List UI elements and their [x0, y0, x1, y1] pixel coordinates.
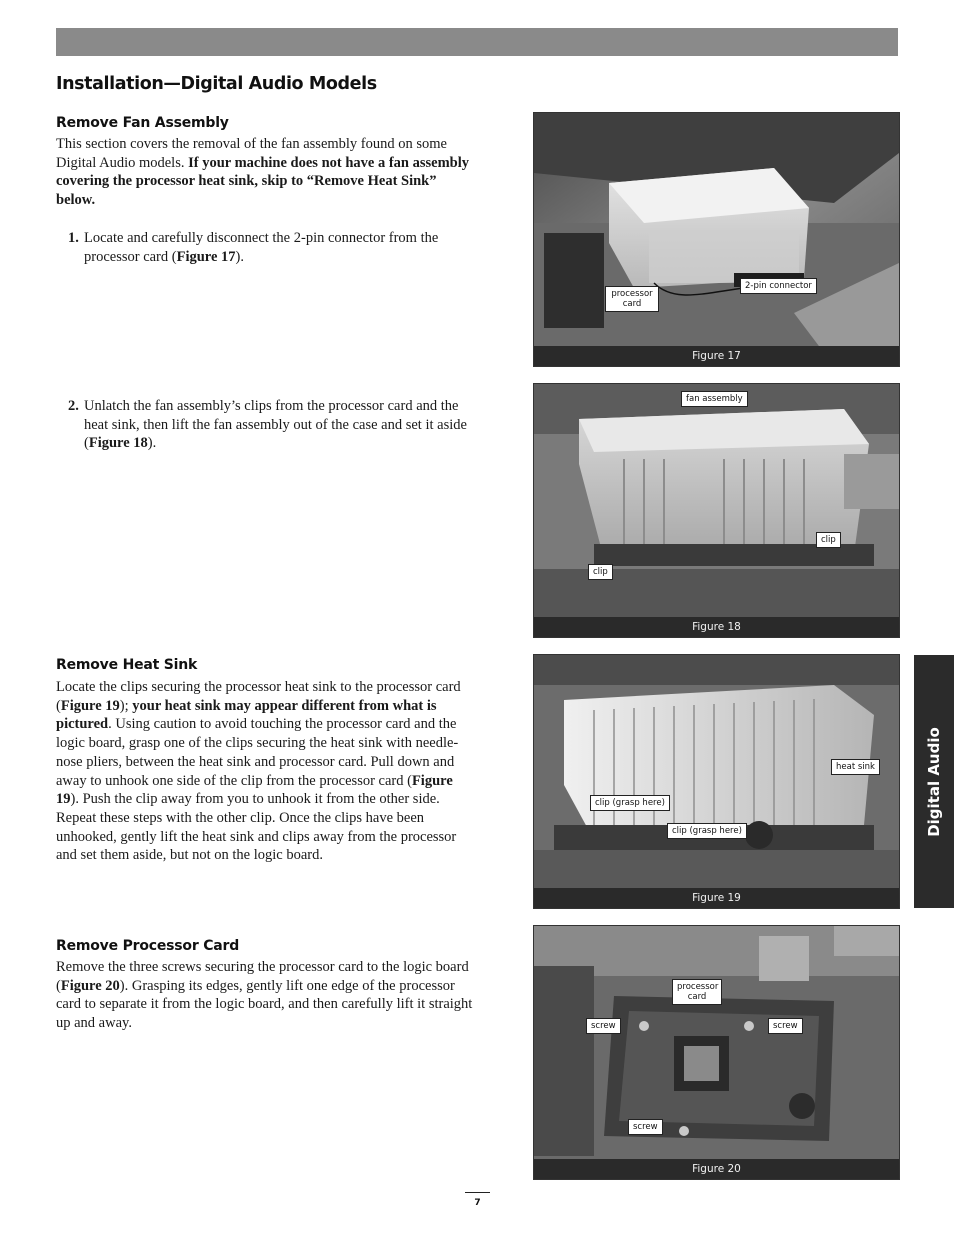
figure-17 [533, 112, 900, 367]
section-heading-heatsink: Remove Heat Sink [56, 657, 198, 673]
figure-caption: Figure 18 [534, 617, 899, 637]
side-tab-label: Digital Audio [925, 726, 943, 837]
label-clip-left: clip [588, 564, 613, 580]
label-heat-sink: heat sink [831, 759, 880, 775]
fan-step-2 [68, 397, 478, 453]
figure-18-photo [534, 384, 899, 637]
figure-17-photo [534, 113, 899, 366]
label-screw-left: screw [586, 1018, 621, 1034]
figure-20-photo [534, 926, 899, 1179]
label-clip-1: clip (grasp here) [590, 795, 670, 811]
label-processor-card: processor card [605, 286, 659, 312]
step-text: Locate and carefully disconnect the 2-pin connector from the processor card (Figure 17). [84, 230, 439, 265]
label-screw-right: screw [768, 1018, 803, 1034]
label-screw-bottom: screw [628, 1119, 663, 1135]
label-processor-card: processor card [672, 979, 722, 1005]
figure-18 [533, 383, 900, 638]
side-tab [914, 655, 954, 908]
label-clip-2: clip (grasp here) [667, 823, 747, 839]
figure-20 [533, 925, 900, 1180]
page-number: 7 [474, 1198, 481, 1208]
label-2-pin-connector: 2-pin connector [740, 278, 817, 294]
fan-intro-plain: This section covers the removal of the fan assembly found on some Digital Audio models. [56, 136, 447, 171]
label-fan-assembly: fan assembly [681, 391, 748, 407]
figure-19 [533, 654, 900, 909]
section-heading-card: Remove Processor Card [56, 938, 240, 954]
fan-intro [56, 135, 474, 210]
figure-19-photo [534, 655, 899, 908]
header-bar [56, 28, 898, 56]
card-body: Remove the three screws securing the processor card to the logic board (Figure 20). Grasping its edges, gently lift one edge of the processor card to separate it from the logic board, and then carefully lift it straight up and away. [56, 959, 473, 1032]
fan-intro-bold: If your machine does not have a fan assembly covering the processor heat sink, skip to “Remove Heat Sink” below. [56, 154, 469, 209]
figure-caption: Figure 19 [534, 888, 899, 908]
step-number: 2. [68, 398, 79, 414]
step-text: Unlatch the fan assembly’s clips from the processor card and the heat sink, then lift the fan assembly out of the case and set it aside (Figure 18). [84, 398, 467, 452]
figure-caption: Figure 20 [534, 1159, 899, 1179]
figure-caption: Figure 17 [534, 346, 899, 366]
section-heading-fan: Remove Fan Assembly [56, 115, 229, 131]
step-number: 1. [68, 230, 79, 246]
page-title: Installation—Digital Audio Models [56, 74, 377, 94]
fan-step-1 [68, 229, 478, 266]
page-number-rule [465, 1192, 490, 1193]
label-clip-right: clip [816, 532, 841, 548]
heatsink-body: Locate the clips securing the processor heat sink to the processor card (Figure 19); your heat sink may appear different from what is pictured. Using caution to avoid touching the processor card and the logic board, grasp one of the clips securing the heat sink with needle-nose pliers, between the heat sink and processor card. Pull down and away to unhook one side of the clip from the processor card (Figure 19). Push the clip away from you to unhook it from the other side. Repeat these steps with the other clip. Once the clips have been unhooked, gently lift the heat sink and clips away from the processor and set them aside, but not on the logic board. [56, 679, 461, 864]
